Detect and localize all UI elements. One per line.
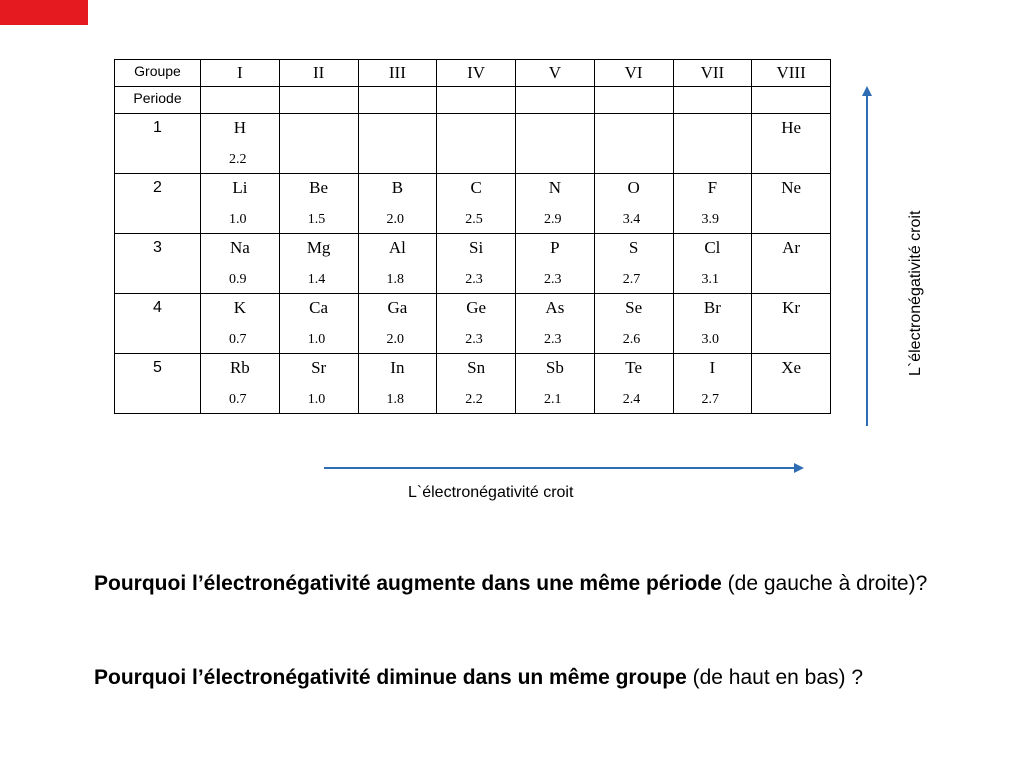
period-number: 4 <box>153 299 162 316</box>
electronegativity-value: 2.2 <box>465 392 483 407</box>
question-group-rest: (de haut en bas) ? <box>686 666 864 689</box>
element-symbol: Si <box>469 238 484 257</box>
arrow-head <box>794 463 804 473</box>
electronegativity-value: 2.3 <box>465 272 483 287</box>
element-symbol: Be <box>309 178 329 197</box>
element-cell <box>358 174 437 234</box>
arrow-right-icon <box>324 462 804 474</box>
electronegativity-value: 1.0 <box>307 392 326 407</box>
element-symbol <box>595 114 673 118</box>
electronegativity-value: 3.0 <box>701 332 719 347</box>
element-cell <box>752 114 831 174</box>
element-symbol: K <box>233 298 247 317</box>
electronegativity-value: 2.3 <box>544 272 562 287</box>
vertical-trend-label: L`électronégativité croit <box>907 210 924 376</box>
period-number-cell <box>115 174 201 234</box>
element-symbol: P <box>550 238 560 257</box>
element-cell <box>437 174 516 234</box>
electronegativity-value: 2.2 <box>229 152 247 167</box>
element-cell <box>673 234 752 294</box>
element-symbol: Cl <box>704 238 721 257</box>
element-cell <box>594 354 673 414</box>
element-symbol: Br <box>703 298 721 317</box>
element-symbol: O <box>627 178 640 197</box>
electronegativity-value: 2.0 <box>386 332 404 347</box>
electronegativity-value: 2.1 <box>544 392 562 407</box>
electronegativity-value: 2.3 <box>544 332 562 347</box>
period-number: 3 <box>153 239 162 256</box>
empty-cell <box>437 87 516 114</box>
period-number: 2 <box>153 179 162 196</box>
element-cell <box>201 174 280 234</box>
element-cell <box>594 174 673 234</box>
element-symbol: S <box>628 238 639 257</box>
element-symbol: Sr <box>311 358 327 377</box>
group-header-row <box>115 60 831 87</box>
element-symbol: Ar <box>782 238 801 257</box>
question-period-rest: (de gauche à droite)? <box>721 572 928 595</box>
group-cell <box>279 60 358 87</box>
empty-cell <box>201 87 280 114</box>
period-number-cell <box>115 294 201 354</box>
element-symbol: Al <box>388 238 406 257</box>
electronegativity-value: 2.4 <box>622 392 641 407</box>
electronegativity-value: 1.0 <box>307 332 326 347</box>
period-row <box>115 354 831 414</box>
group-numeral: VIII <box>776 63 806 82</box>
element-cell <box>201 354 280 414</box>
element-cell <box>516 114 595 174</box>
electronegativity-value: 3.4 <box>622 212 641 227</box>
electronegativity-value: 2.7 <box>701 392 719 407</box>
group-cell <box>437 60 516 87</box>
element-symbol <box>437 114 515 118</box>
element-symbol: Mg <box>306 238 331 257</box>
element-cell <box>201 114 280 174</box>
group-cell <box>673 60 752 87</box>
header-label-cell <box>115 60 201 87</box>
electronegativity-value: 2.0 <box>386 212 404 227</box>
element-symbol <box>674 114 752 118</box>
arrow-up-icon <box>861 86 873 426</box>
electronegativity-value: 3.1 <box>701 272 719 287</box>
group-cell <box>358 60 437 87</box>
element-cell <box>752 354 831 414</box>
period-label-cell <box>115 87 201 114</box>
element-symbol: Li <box>232 178 248 197</box>
element-cell <box>516 354 595 414</box>
element-symbol <box>516 114 594 118</box>
group-cell <box>594 60 673 87</box>
element-cell <box>594 294 673 354</box>
electronegativity-value: 1.4 <box>307 272 326 287</box>
element-symbol: He <box>781 118 802 137</box>
element-symbol: Ca <box>309 298 329 317</box>
element-cell <box>358 234 437 294</box>
period-number: 1 <box>153 119 162 136</box>
period-row <box>115 234 831 294</box>
element-symbol: In <box>390 358 405 377</box>
electronegativity-value: 0.7 <box>229 332 247 347</box>
element-cell <box>516 234 595 294</box>
period-row <box>115 114 831 174</box>
period-number-cell <box>115 234 201 294</box>
question-period <box>94 570 934 598</box>
element-symbol: Sb <box>545 358 564 377</box>
element-cell <box>201 234 280 294</box>
element-symbol: Kr <box>782 298 801 317</box>
element-cell <box>516 294 595 354</box>
element-symbol: N <box>548 178 562 197</box>
group-numeral: VII <box>700 63 725 82</box>
element-cell <box>279 174 358 234</box>
group-cell <box>516 60 595 87</box>
element-cell <box>752 234 831 294</box>
electronegativity-value: 2.6 <box>622 332 641 347</box>
element-symbol: B <box>391 178 404 197</box>
element-cell <box>358 294 437 354</box>
empty-cell <box>279 87 358 114</box>
group-numeral: III <box>388 63 406 82</box>
period-number-cell <box>115 114 201 174</box>
element-cell <box>516 174 595 234</box>
element-symbol: Xe <box>781 358 802 377</box>
element-cell <box>358 114 437 174</box>
electronegativity-value: 2.9 <box>544 212 562 227</box>
group-numeral: II <box>312 63 325 82</box>
electronegativity-value: 0.9 <box>229 272 247 287</box>
element-symbol <box>359 114 437 118</box>
electronegativity-value: 2.3 <box>465 332 483 347</box>
empty-cell <box>358 87 437 114</box>
element-symbol: As <box>545 298 565 317</box>
element-symbol: Se <box>625 298 643 317</box>
element-cell <box>437 114 516 174</box>
period-number-cell <box>115 354 201 414</box>
element-cell <box>752 174 831 234</box>
periode-label: Periode <box>133 90 182 106</box>
element-symbol: Ga <box>387 298 408 317</box>
element-symbol: I <box>709 358 716 377</box>
element-cell <box>201 294 280 354</box>
electronegativity-value: 0.7 <box>229 392 247 407</box>
group-cell <box>752 60 831 87</box>
element-cell <box>358 354 437 414</box>
group-numeral: I <box>237 63 243 82</box>
electronegativity-value: 1.5 <box>307 212 326 227</box>
period-row <box>115 294 831 354</box>
horizontal-trend-label: L`électronégativité croit <box>408 484 574 501</box>
electronegativity-value: 1.8 <box>386 392 404 407</box>
electronegativity-value: 2.5 <box>465 212 483 227</box>
element-cell <box>673 294 752 354</box>
element-symbol <box>280 114 358 118</box>
element-cell <box>594 234 673 294</box>
group-numeral: VI <box>624 63 643 82</box>
question-period-bold: Pourquoi l’électronégativité augmente dans une même période <box>94 572 722 595</box>
group-numeral: IV <box>467 63 486 82</box>
empty-cell <box>594 87 673 114</box>
element-symbol: Ne <box>781 178 802 197</box>
accent-bar <box>0 0 88 25</box>
electronegativity-value: 3.9 <box>701 212 719 227</box>
period-header-row <box>115 87 831 114</box>
element-cell <box>437 294 516 354</box>
empty-cell <box>673 87 752 114</box>
group-numeral: V <box>548 63 562 82</box>
element-cell <box>437 354 516 414</box>
electronegativity-value: 2.7 <box>622 272 641 287</box>
group-cell <box>201 60 280 87</box>
arrow-head <box>862 86 872 96</box>
element-cell <box>673 174 752 234</box>
element-cell <box>673 114 752 174</box>
question-group <box>94 664 934 692</box>
element-cell <box>594 114 673 174</box>
element-symbol: Na <box>229 238 250 257</box>
empty-cell <box>752 87 831 114</box>
element-symbol: Te <box>625 358 642 377</box>
period-number: 5 <box>153 359 162 376</box>
electronegativity-value: 1.0 <box>229 212 247 227</box>
element-cell <box>279 234 358 294</box>
element-cell <box>279 354 358 414</box>
element-symbol: C <box>470 178 482 197</box>
element-symbol: Rb <box>229 358 250 377</box>
empty-cell <box>516 87 595 114</box>
periodic-table <box>114 59 831 414</box>
element-symbol: Sn <box>467 358 486 377</box>
element-cell <box>673 354 752 414</box>
element-symbol: Ge <box>466 298 487 317</box>
question-group-bold: Pourquoi l’électronégativité diminue dans un même groupe <box>94 666 687 689</box>
element-cell <box>752 294 831 354</box>
element-cell <box>279 114 358 174</box>
period-row <box>115 174 831 234</box>
groupe-label: Groupe <box>134 63 181 79</box>
electronegativity-value: 1.8 <box>386 272 404 287</box>
element-cell <box>437 234 516 294</box>
element-symbol: H <box>233 118 247 137</box>
element-cell <box>279 294 358 354</box>
element-symbol: F <box>707 178 718 197</box>
